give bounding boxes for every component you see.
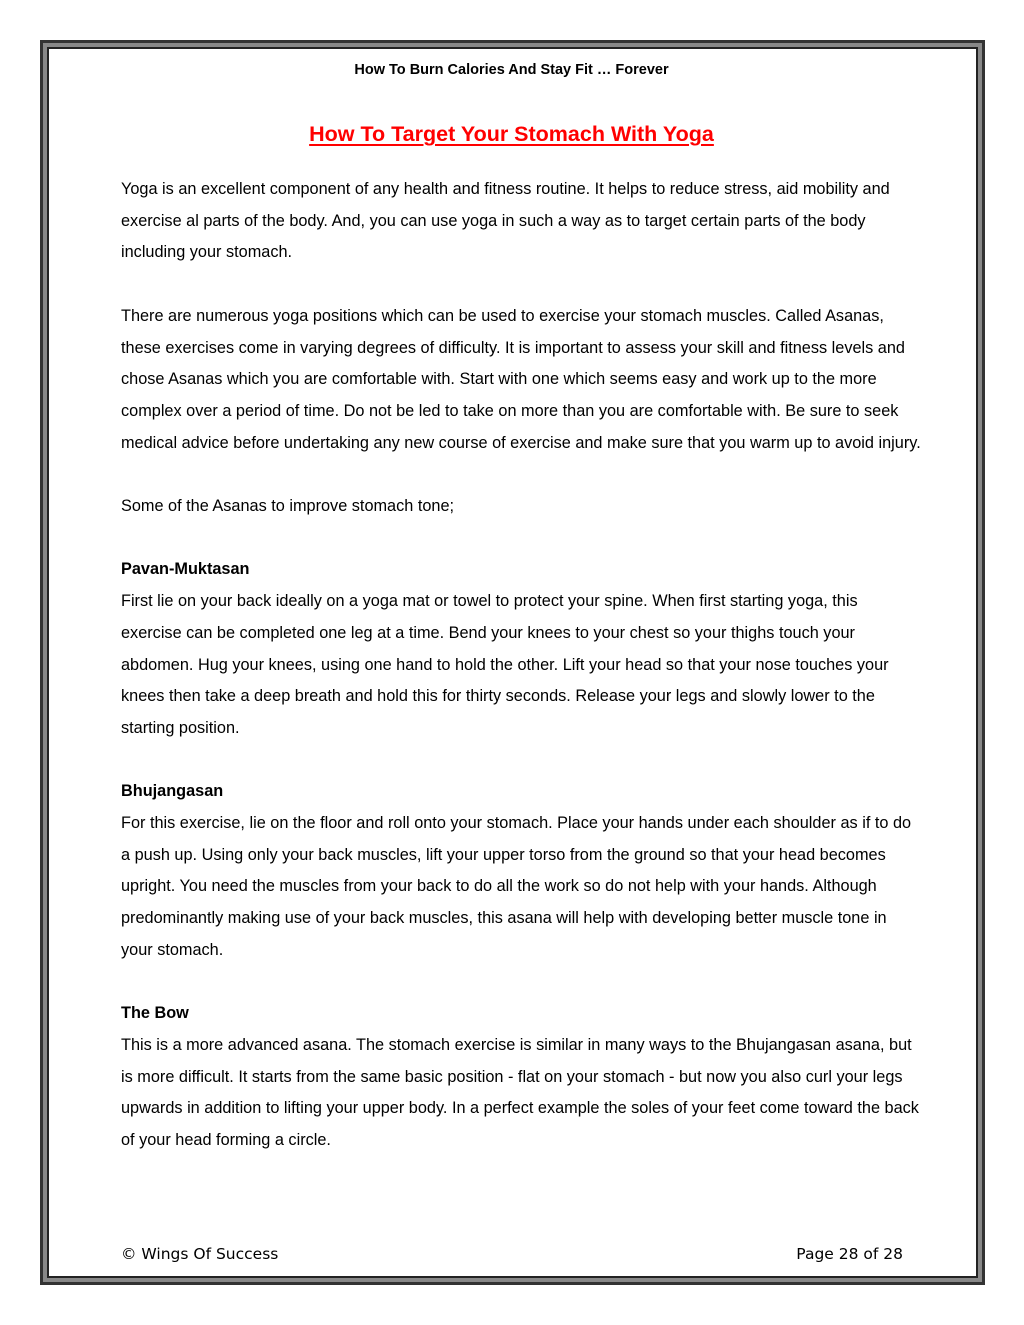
- running-header: How To Burn Calories And Stay Fit … Forever: [354, 62, 669, 78]
- intro-paragraph: Yoga is an excellent component of any health and fitness routine. It helps to reduce stress, aid mobility and exercise al parts of the body. And, you can use yoga in such a way as to target certain parts of the body including your stomach.: [121, 180, 890, 262]
- section-heading-pavan-muktasan: Pavan-Muktasan: [121, 560, 250, 579]
- article-title: How To Target Your Stomach With Yoga: [309, 122, 714, 146]
- section-heading-bhujangasan: Bhujangasan: [121, 782, 224, 801]
- page-number: Page 28 of 28: [796, 1245, 903, 1263]
- section-heading-the-bow: The Bow: [121, 1004, 189, 1023]
- intro-paragraph: There are numerous yoga positions which can be used to exercise your stomach muscles. Called Asanas, these exercises come in varying degrees of difficulty. It is important to assess your skill and fitness levels and chose Asanas which you are comfortable with. Start with one which seems easy and work up to the more complex over a period of time. Do not be led to take on more than you are comfortable with. Be sure to seek medical advice before undertaking any new course of exercise and make sure that you warm up to avoid injury.: [121, 306, 921, 452]
- copyright-text: © Wings Of Success: [121, 1245, 279, 1263]
- section-body-bhujangasan: For this exercise, lie on the floor and roll onto your stomach. Place your hands under each shoulder as if to do a push up. Using only your back muscles, lift your upper torso from the ground so that your head becomes upright. You need the muscles from your back to do all the work so do not help with your hands. Although predominantly making use of your back muscles, this asana will help with developing better muscle tone in your stomach.: [121, 814, 912, 959]
- article-body: [121, 174, 921, 1188]
- intro-paragraph: Some of the Asanas to improve stomach tone;: [121, 497, 455, 515]
- section-body-the-bow: This is a more advanced asana. The stomach exercise is similar in many ways to the Bhujangasan asana, but is more difficult. It starts from the same basic position - flat on your stomach - but now you also curl your legs upwards in addition to lifting your upper body. In a perfect example the soles of your feet come toward the back of your head forming a circle.: [121, 1035, 919, 1150]
- section-body-pavan-muktasan: First lie on your back ideally on a yoga mat or towel to protect your spine. When first starting yoga, this exercise can be completed one leg at a time. Bend your knees to your chest so your thighs touch your abdomen. Hug your knees, using one hand to hold the other. Lift your head so that your nose touches your knees then take a deep breath and hold this for thirty seconds. Release your legs and slowly lower to the starting position.: [121, 592, 889, 737]
